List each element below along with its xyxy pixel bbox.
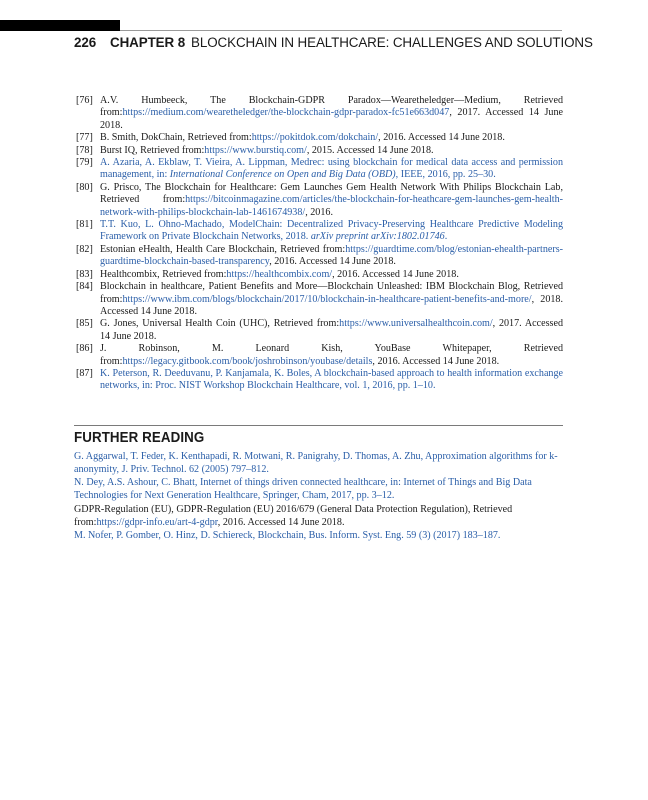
further-reading-citation-link[interactable]: M. Nofer, P. Gomber, O. Hinz, D. Schiereck, Blockchain, Bus. Inform. Syst. Eng. 59 (3) (2017) 183–187.	[74, 529, 501, 541]
section-divider	[74, 425, 563, 426]
further-reading-heading: FURTHER READING	[74, 430, 205, 446]
page-number: 226	[74, 35, 97, 50]
reference-link[interactable]: https://www.burstiq.com/	[204, 144, 307, 156]
reference-link[interactable]: https://medium.com/wearetheledger/the-blockchain-gdpr-paradox-fc51e663d047	[122, 107, 450, 119]
reference-item: [76] A.V. Humbeeck, The Blockchain-GDPR Paradox—Wearetheledger—Medium, Retrieved from:https://medium.com/wearetheledger/the-blockchain-gdpr-paradox-fc51e663d047, 2017. Accessed 14 June 2018.	[76, 95, 563, 131]
reference-link[interactable]: https://healthcombix.com/	[226, 268, 333, 280]
reference-item: [80] G. Prisco, The Blockchain for Healthcare: Gem Launches Gem Health Network With Philips Blockchain Lab, Retrieved from:https://bitcoinmagazine.com/articles/the-blockchain-for-heathcare-gem-launches-gem-health-network-with-philips-blockchain-lab-1461674938/, 2016.	[76, 181, 563, 218]
reference-number: [85]	[76, 318, 93, 330]
reference-citation-link[interactable]: T.T. Kuo, L. Ohno-Machado, ModelChain: Decentralized Privacy-Preserving Healthcare Predictive Modeling Framework on Private Blockchain Networks, 2018.	[100, 219, 563, 243]
reference-item: [78] Burst IQ, Retrieved from:https://www.burstiq.com/, 2015. Accessed 14 June 2018.	[76, 144, 434, 156]
reference-number: [81]	[76, 219, 93, 231]
further-reading-item: GDPR-Regulation (EU), GDPR-Regulation (EU) 2016/679 (General Data Protection Regulation), Retrieved from:https://gdpr-info.eu/art-4-gdpr, 2016. Accessed 14 June 2018.	[74, 503, 513, 528]
reference-venue[interactable]: International Conference on Open and Big Data (OBD)	[169, 169, 396, 181]
reference-venue[interactable]: arXiv preprint arXiv:1802.01746	[310, 231, 445, 243]
further-reading-citation-link[interactable]: G. Aggarwal, T. Feder, K. Kenthapadi, R. Motwani, R. Panigrahy, D. Thomas, A. Zhu, Approximation algorithms for k-anonymity, J. Priv. Technol. 62 (2005) 797–812.	[74, 451, 558, 475]
reference-number: [84]	[76, 281, 93, 293]
reference-number: [76]	[76, 95, 93, 106]
reference-item: [83] Healthcombix, Retrieved from:https://healthcombix.com/, 2016. Accessed 14 June 2018.	[76, 268, 459, 280]
reference-number: [80]	[76, 181, 93, 193]
header-decoration-bar	[0, 20, 120, 31]
reference-number: [78]	[76, 144, 93, 156]
reference-link[interactable]: https://guardtime.com/blog/estonian-ehealth-partners-guardtime-blockchain-based-transparency	[100, 243, 563, 268]
further-reading-list	[74, 451, 563, 543]
reference-citation-link[interactable]: A. Azaria, A. Ekblaw, T. Vieira, A. Lippman, Medrec: using blockchain for medical data access and permission management, in:	[100, 157, 563, 181]
reference-number: [87]	[76, 367, 93, 379]
reference-item: [85] G. Jones, Universal Health Coin (UHC), Retrieved from:https://www.universalhealthcoin.com/, 2017. Accessed 14 June 2018.	[76, 318, 563, 342]
header-rule	[120, 30, 562, 31]
further-reading-item	[74, 530, 563, 543]
reference-item: [86] J. Robinson, M. Leonard Kish, YouBase Whitepaper, Retrieved from:https://legacy.gitbook.com/book/joshrobinson/youbase/details, 2016. Accessed 14 June 2018.	[76, 343, 563, 367]
reference-link[interactable]: https://bitcoinmagazine.com/articles/the-blockchain-for-heathcare-gem-launches-gem-health-network-with-philips-blockchain-lab-1461674938/	[100, 194, 563, 218]
reference-number: [82]	[76, 243, 93, 255]
reference-item: [81] T.T. Kuo, L. Ohno-Machado, ModelChain: Decentralized Privacy-Preserving Healthcare Predictive Modeling Framework on Private Blockchain Networks, 2018. arXiv preprint arXiv:1802.01746.	[76, 219, 563, 243]
reference-number: [79]	[76, 157, 93, 169]
further-reading-link[interactable]: https://gdpr-info.eu/art-4-gdpr	[96, 516, 218, 528]
reference-item	[76, 368, 563, 393]
further-reading-item	[74, 477, 563, 503]
reference-item: [79] A. Azaria, A. Ekblaw, T. Vieira, A. Lippman, Medrec: using blockchain for medical data access and permission management, in: International Conference on Open and Big Data (OBD), IEEE, 2016, pp. 25–30.	[76, 157, 563, 181]
reference-item: [84] Blockchain in healthcare, Patient Benefits and More—Blockchain Unleashed: IBM Blockchain Blog, Retrieved from:https://www.ibm.com/blogs/blockchain/2017/10/blockchain-in-healthcare-patient-benefits-and-more/, 2018. Accessed 14 June 2018.	[76, 281, 563, 317]
further-reading-item	[74, 451, 563, 477]
reference-number: [86]	[76, 343, 93, 355]
reference-item: [82] Estonian eHealth, Health Care Blockchain, Retrieved from:https://guardtime.com/blog/estonian-ehealth-partners-guardtime-blockchain-based-transparency, 2016. Accessed 14 June 2018.	[76, 243, 563, 268]
reference-link[interactable]: https://legacy.gitbook.com/book/joshrobinson/youbase/details	[122, 355, 373, 367]
further-reading-citation-link[interactable]: N. Dey, A.S. Ashour, C. Bhatt, Internet of things driven connected healthcare, in: Internet of Things and Big Data Technologies for Next Generation Healthcare, Springer, Cham, 2017, pp. 3–12.	[74, 477, 532, 502]
reference-citation-link[interactable]: K. Peterson, R. Deeduvanu, P. Kanjamala, K. Boles, A blockchain-based approach to health information exchange networks, in: Proc. NIST Workshop Blockchain Healthcare, vol. 1, 2016, pp. 1–10.	[100, 367, 563, 392]
reference-link[interactable]: https://www.ibm.com/blogs/blockchain/2017/10/blockchain-in-healthcare-patient-benefits-and-more/	[122, 293, 532, 305]
reference-link[interactable]: https://pokitdok.com/dokchain/	[251, 132, 379, 144]
reference-item: [77] B. Smith, DokChain, Retrieved from:https://pokitdok.com/dokchain/, 2016. Accessed 14 June 2018.	[76, 132, 505, 144]
reference-number: [83]	[76, 268, 93, 280]
reference-number: [77]	[76, 132, 93, 144]
running-header	[74, 35, 593, 50]
reference-link[interactable]: https://www.universalhealthcoin.com/	[339, 318, 493, 330]
reference-list	[76, 95, 563, 393]
chapter-title: BLOCKCHAIN IN HEALTHCARE: CHALLENGES AND SOLUTIONS	[191, 35, 593, 50]
chapter-label: CHAPTER 8	[110, 35, 186, 50]
